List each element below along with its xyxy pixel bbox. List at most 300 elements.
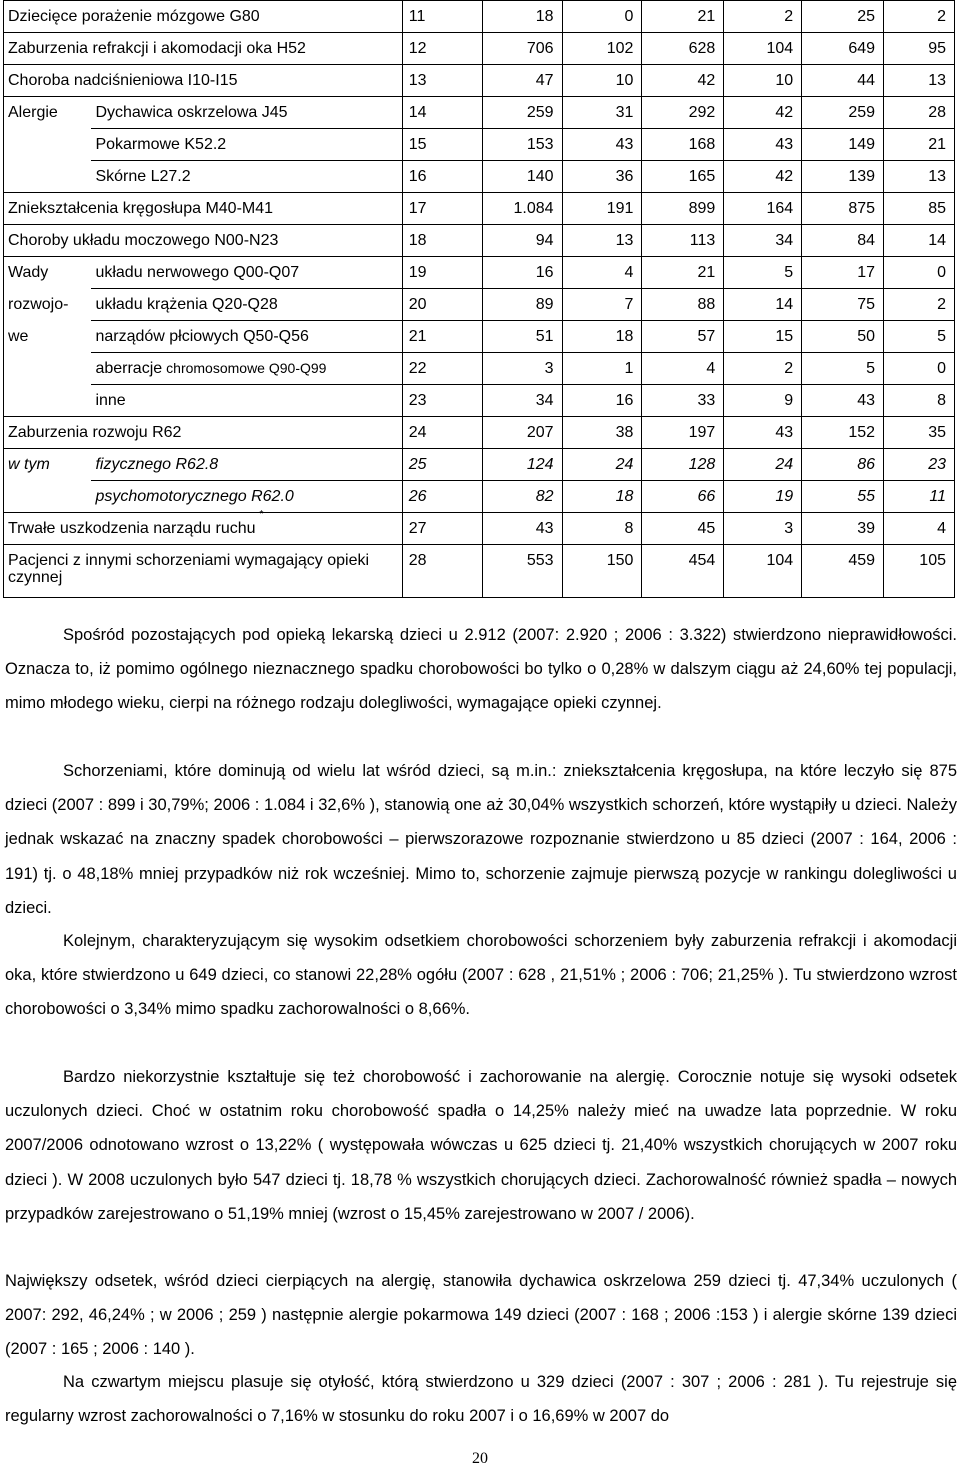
value: 2 (937, 296, 946, 313)
value-cell (642, 97, 724, 129)
row-number-cell (402, 129, 482, 161)
table-row (4, 513, 955, 545)
row-label-cell (4, 417, 403, 449)
value: 14 (775, 296, 794, 313)
value-cell (642, 161, 724, 193)
value-cell (562, 161, 642, 193)
value-cell (884, 353, 955, 385)
row-label: Zaburzenia refrakcji i akomodacji oka H52 (8, 40, 306, 57)
value: 128 (688, 456, 716, 473)
value-cell (562, 417, 642, 449)
table-row (4, 33, 955, 65)
value: 50 (857, 328, 876, 345)
value-cell (642, 513, 724, 545)
value: 42 (775, 168, 794, 185)
row-number: 23 (408, 392, 427, 409)
value-cell (482, 33, 562, 65)
table-row (4, 385, 955, 417)
value-cell (642, 257, 724, 289)
value: 2 (937, 8, 946, 25)
value: 207 (526, 424, 554, 441)
value-cell (724, 161, 802, 193)
value: 899 (688, 200, 716, 217)
group-label-cell (4, 449, 92, 481)
value: 57 (697, 328, 716, 345)
row-number: 18 (408, 232, 427, 249)
sub-label: psychomotorycznego R62.0 (95, 488, 294, 505)
value-cell (642, 33, 724, 65)
footnote-marker: * (259, 509, 264, 520)
value: 13 (928, 72, 946, 89)
value-cell (642, 225, 724, 257)
paragraph-1: Spośród pozostających pod opieką lekarską dzieci u 2.912 (2007: 2.920 ; 2006 : 3.322) stwierdzono nieprawidłowości. Oznacza to, iż pomimo ogólnego nieznacznego spadku chorobowości bo tylko o 0,28% w dalszym ciągu aż 24,60% tej populacji, mimo młodego wieku, cierpi na różnego rodzaju dolegliwości, wymagające opieki czynnej. (5, 626, 957, 713)
value: 51 (535, 328, 554, 345)
value-cell (884, 1, 955, 33)
row-number-cell (402, 193, 482, 225)
value-cell (562, 97, 642, 129)
group-label: w tym (8, 456, 50, 473)
table-row (4, 193, 955, 225)
row-label-cell (4, 509, 403, 545)
value-cell (482, 289, 562, 321)
value: 31 (615, 104, 634, 121)
table-row (4, 481, 955, 513)
value: 3 (544, 360, 554, 377)
sub-label: Skórne L27.2 (95, 168, 191, 185)
value-cell (642, 481, 724, 513)
value: 94 (535, 232, 554, 249)
value-cell (642, 417, 724, 449)
value-cell (562, 321, 642, 353)
value: 197 (688, 424, 716, 441)
value-cell (642, 129, 724, 161)
table-row (4, 449, 955, 481)
sub-label-cell (91, 129, 402, 161)
table-row (4, 97, 955, 129)
sub-label: narządów płciowych Q50-Q56 (95, 328, 309, 345)
value: 21 (697, 264, 716, 281)
value: 10 (775, 72, 794, 89)
value: 8 (937, 392, 946, 409)
value-cell (562, 385, 642, 417)
value-cell (562, 513, 642, 545)
row-number-cell (402, 257, 482, 289)
row-number: 11 (408, 8, 426, 25)
group-label-cell (4, 321, 92, 353)
row-number: 12 (408, 40, 427, 57)
value-cell (482, 545, 562, 598)
row-number-cell (402, 1, 482, 33)
row-label: Dziecięce porażenie mózgowe G80 (8, 8, 260, 25)
paragraph-5: Największy odsetek, wśród dzieci cierpiących na alergię, stanowiła dychawica oskrzelowa 259 dzieci tj. 47,34% uczulonych ( 2007: 292, 46,24% ; w 2006 ; 259 ) następnie alergie pokarmowa 149 dzieci (2007 : 168 ; 2006 :153 ) i alergie skórne 139 dzieci (2007 : 165 ; 2006 : 140 ). (5, 1272, 957, 1359)
value: 55 (857, 488, 876, 505)
row-number: 19 (408, 264, 427, 281)
value: 102 (606, 40, 634, 57)
value-cell (884, 97, 955, 129)
value-cell (724, 481, 802, 513)
value: 706 (526, 40, 554, 57)
table-row (4, 289, 955, 321)
row-number: 16 (408, 168, 427, 185)
value: 75 (857, 296, 876, 313)
table-row (4, 321, 955, 353)
value-cell (724, 193, 802, 225)
sub-label-cell (91, 385, 402, 417)
value-cell (562, 481, 642, 513)
value-cell (724, 545, 802, 598)
row-number-cell (402, 97, 482, 129)
value-cell (884, 193, 955, 225)
row-label: Zaburzenia rozwoju R62 (8, 424, 182, 441)
row-number: 25 (408, 456, 427, 473)
row-number-cell (402, 353, 482, 385)
value-cell (724, 321, 802, 353)
row-number-cell (402, 321, 482, 353)
value: 140 (526, 168, 554, 185)
value: 17 (857, 264, 876, 281)
row-label-cell (4, 193, 403, 225)
row-number: 14 (408, 104, 427, 121)
value-cell (562, 545, 642, 598)
value: 149 (848, 136, 876, 153)
sub-label: Dychawica oskrzelowa J45 (95, 104, 288, 121)
value: 45 (697, 520, 716, 537)
row-number: 28 (408, 552, 427, 569)
statistics-table (3, 0, 955, 598)
row-label: Choroby układu moczowego N00-N23 (8, 232, 279, 249)
row-number: 15 (408, 136, 427, 153)
value-cell (802, 289, 884, 321)
group-label-cell (4, 481, 92, 513)
sub-label: inne (95, 392, 126, 409)
value-cell (884, 545, 955, 598)
sub-label-cell (91, 289, 402, 321)
value: 7 (624, 296, 634, 313)
value: 44 (857, 72, 876, 89)
row-number-cell (402, 65, 482, 97)
sub-label-cell (91, 481, 402, 513)
value-cell (802, 161, 884, 193)
value-cell (562, 257, 642, 289)
value-cell (482, 129, 562, 161)
value: 88 (697, 296, 716, 313)
table-row (4, 417, 955, 449)
group-label (4, 129, 91, 136)
value: 104 (766, 552, 794, 569)
value: 0 (937, 264, 946, 281)
value-cell (884, 161, 955, 193)
value-cell (802, 129, 884, 161)
row-number-cell (402, 545, 482, 598)
row-number-cell (402, 161, 482, 193)
sub-label-cell (91, 97, 402, 129)
value: 459 (848, 552, 876, 569)
value: 43 (857, 392, 876, 409)
value-cell (884, 321, 955, 353)
row-number: 27 (408, 520, 427, 537)
value-cell (884, 257, 955, 289)
value-cell (802, 353, 884, 385)
value: 259 (526, 104, 554, 121)
value: 39 (857, 520, 876, 537)
value-cell (802, 321, 884, 353)
value: 86 (857, 456, 876, 473)
group-label-cell (4, 353, 92, 385)
value: 3 (784, 520, 794, 537)
value-cell (802, 97, 884, 129)
value: 16 (615, 392, 634, 409)
paragraph-2: Schorzeniami, które dominują od wielu lat wśród dzieci, są m.in.: zniekształcenia kręgosłupa, na które leczyło się 875 dzieci (2007 : 899 i 30,79%; 2006 : 1.084 i 32,6% ), stanowią one aż 30,04% wszystkich schorzeń, które wystąpiły u dzieci. Należy jednak wskazać na znaczny spadek chorobowości – pierwszorazowe rozpoznanie stwierdzono u 85 dzieci (2007 : 164, 2006 : 191) tj. o 48,18% mniej przypadków niż rok wcześniej. Mimo to, schorzenie zajmuje pierwszą pozycje w rankingu dolegliwości u dzieci. (5, 762, 957, 917)
group-label (4, 481, 91, 488)
value: 553 (526, 552, 554, 569)
value-cell (482, 353, 562, 385)
value-cell (482, 65, 562, 97)
group-label (4, 385, 91, 392)
table-row (4, 545, 955, 598)
value: 124 (526, 456, 554, 473)
value-cell (642, 385, 724, 417)
value: 10 (615, 72, 634, 89)
value: 2 (784, 8, 794, 25)
value-cell (884, 129, 955, 161)
value-cell (724, 225, 802, 257)
row-number: 21 (408, 328, 427, 345)
value-cell (884, 289, 955, 321)
value-cell (642, 353, 724, 385)
value: 113 (689, 232, 716, 249)
value-cell (884, 417, 955, 449)
value-cell (724, 417, 802, 449)
group-label (4, 353, 91, 360)
value: 85 (928, 200, 946, 217)
sub-label: Pokarmowe K52.2 (95, 136, 227, 153)
value-cell (884, 33, 955, 65)
sub-label-cell (91, 161, 402, 193)
value-cell (562, 65, 642, 97)
value: 24 (775, 456, 794, 473)
value: 33 (697, 392, 716, 409)
value-cell (482, 513, 562, 545)
group-label-cell (4, 257, 92, 289)
row-number-cell (402, 385, 482, 417)
value-cell (642, 65, 724, 97)
group-label: we (8, 327, 29, 345)
value: 21 (928, 136, 946, 153)
value: 42 (775, 104, 794, 121)
value-cell (884, 65, 955, 97)
sub-label: aberracje (95, 360, 163, 377)
group-label (4, 161, 91, 168)
value-cell (482, 193, 562, 225)
value-cell (642, 1, 724, 33)
group-label-cell (4, 161, 92, 193)
value: 649 (848, 40, 876, 57)
value-cell (642, 289, 724, 321)
value-cell (482, 1, 562, 33)
value: 13 (928, 168, 946, 185)
group-label: rozwojo- (8, 295, 69, 313)
value: 18 (535, 8, 554, 25)
row-label-cell (4, 65, 403, 97)
value: 25 (857, 8, 876, 25)
value-cell (724, 129, 802, 161)
row-number: 24 (408, 424, 427, 441)
row-number-cell (402, 33, 482, 65)
value-cell (724, 97, 802, 129)
value: 4 (937, 520, 946, 537)
row-label: Pacjenci z innymi schorzeniami wymagający opieki czynnej (8, 552, 370, 586)
value: 38 (615, 424, 634, 441)
table-row (4, 1, 955, 33)
value: 36 (615, 168, 634, 185)
value: 66 (697, 488, 716, 505)
row-number: 26 (408, 488, 427, 505)
value: 11 (929, 488, 946, 505)
value-cell (724, 1, 802, 33)
value: 34 (775, 232, 794, 249)
value-cell (724, 257, 802, 289)
value: 15 (775, 328, 794, 345)
row-number: 17 (408, 200, 427, 217)
value-cell (562, 1, 642, 33)
value-cell (802, 33, 884, 65)
value: 153 (526, 136, 554, 153)
value-cell (562, 33, 642, 65)
sub-label-cell (91, 353, 402, 385)
group-label: Alergie (8, 104, 58, 121)
value-cell (482, 161, 562, 193)
value: 24 (615, 456, 634, 473)
value-cell (642, 449, 724, 481)
value: 139 (848, 168, 876, 185)
value: 259 (848, 104, 876, 121)
table-row (4, 65, 955, 97)
value: 89 (535, 296, 554, 313)
value: 5 (866, 360, 876, 377)
value-cell (562, 449, 642, 481)
value: 47 (535, 72, 554, 89)
value-cell (482, 417, 562, 449)
value: 42 (697, 72, 716, 89)
value: 292 (688, 104, 716, 121)
value-cell (724, 385, 802, 417)
value-cell (562, 353, 642, 385)
row-number: 20 (408, 296, 427, 313)
paragraph-6: Na czwartym miejscu plasuje się otyłość, którą stwierdzono u 329 dzieci (2007 : 307 ; 2006 : 281 ). Tu rejestruje się regularny wzrost zachorowalności o 7,16% w stosunku do roku 2007 i o 16,69% w 2007 do (5, 1373, 957, 1426)
value: 168 (688, 136, 716, 153)
row-number: 13 (408, 72, 427, 89)
row-label: Choroba nadciśnieniowa I10-I15 (8, 72, 238, 89)
value: 84 (857, 232, 876, 249)
value: 152 (848, 424, 876, 441)
value: 150 (606, 552, 634, 569)
sub-label: układu nerwowego Q00-Q07 (95, 264, 300, 281)
value-cell (562, 129, 642, 161)
table-row (4, 225, 955, 257)
value-cell (482, 385, 562, 417)
row-label: Trwałe uszkodzenia narządu ruchu (8, 520, 256, 537)
row-number-cell (402, 417, 482, 449)
row-number-cell (402, 513, 482, 545)
value-cell (642, 321, 724, 353)
value-cell (802, 513, 884, 545)
value-cell (724, 513, 802, 545)
value: 164 (766, 200, 794, 217)
value: 104 (766, 40, 794, 57)
value-cell (482, 225, 562, 257)
row-label: Zniekształcenia kręgosłupa M40-M41 (8, 200, 274, 217)
value: 19 (775, 488, 794, 505)
value: 43 (615, 136, 634, 153)
value: 628 (688, 40, 716, 57)
group-label-cell (4, 129, 92, 161)
value: 23 (928, 456, 946, 473)
value-cell (642, 545, 724, 598)
row-number-cell (402, 225, 482, 257)
value-cell (482, 449, 562, 481)
value: 14 (928, 232, 946, 249)
value: 43 (775, 136, 794, 153)
value: 9 (784, 392, 794, 409)
value-cell (724, 65, 802, 97)
value: 16 (535, 264, 554, 281)
table-row (4, 257, 955, 289)
value-cell (802, 449, 884, 481)
value-cell (724, 289, 802, 321)
value: 35 (928, 424, 946, 441)
value: 165 (688, 168, 716, 185)
value-cell (802, 481, 884, 513)
value-cell (482, 481, 562, 513)
value: 191 (606, 200, 634, 217)
value: 8 (624, 520, 634, 537)
value-cell (884, 481, 955, 513)
value: 0 (937, 360, 946, 377)
sub-label-cell (91, 257, 402, 289)
value: 28 (928, 104, 946, 121)
value: 43 (775, 424, 794, 441)
group-label-cell (4, 97, 92, 129)
sub-label-cell (91, 449, 402, 481)
table-row (4, 129, 955, 161)
value: 5 (784, 264, 794, 281)
sub-label-small: chromosomowe Q90-Q99 (166, 360, 327, 376)
sub-label: układu krążenia Q20-Q28 (95, 296, 278, 313)
value: 0 (624, 8, 634, 25)
value-cell (482, 321, 562, 353)
value: 1.084 (513, 200, 554, 217)
value: 1 (624, 360, 634, 377)
value: 18 (615, 488, 634, 505)
row-number-cell (402, 449, 482, 481)
table-row (4, 353, 955, 385)
value-cell (884, 449, 955, 481)
value: 21 (697, 8, 716, 25)
paragraph-4: Bardzo niekorzystnie kształtuje się też chorobowość i zachorowanie na alergię. Corocznie notuje się wysoki odsetek uczulonych dzieci. Choć w ostatnim roku chorobowość spadła o 14,25% należy mieć na uwadze lata poprzednie. W roku 2007/2006 odnotowano wzrost o 13,22% ( występowała wówczas u 625 dzieci tj. 21,40% wszystkich chorujących w 2007 roku dzieci ). W 2008 uczulonych było 547 dzieci tj. 18,78 % wszystkich chorujących dzieci. Zachorowalność również spadła – nowych przypadków zarejestrowano o 51,19% mniej (wzrost o 15,45% zarejestrowano w 2007 / 2006). (5, 1068, 957, 1223)
row-label-cell (4, 545, 403, 598)
value-cell (884, 225, 955, 257)
row-number: 22 (408, 360, 427, 377)
value: 454 (688, 552, 716, 569)
table-row (4, 161, 955, 193)
group-label: Wady (8, 264, 49, 281)
row-label-cell (4, 1, 403, 33)
value-cell (724, 33, 802, 65)
sub-label: fizycznego R62.8 (95, 456, 219, 473)
value-cell (884, 385, 955, 417)
group-label-cell (4, 385, 92, 417)
value-cell (802, 65, 884, 97)
